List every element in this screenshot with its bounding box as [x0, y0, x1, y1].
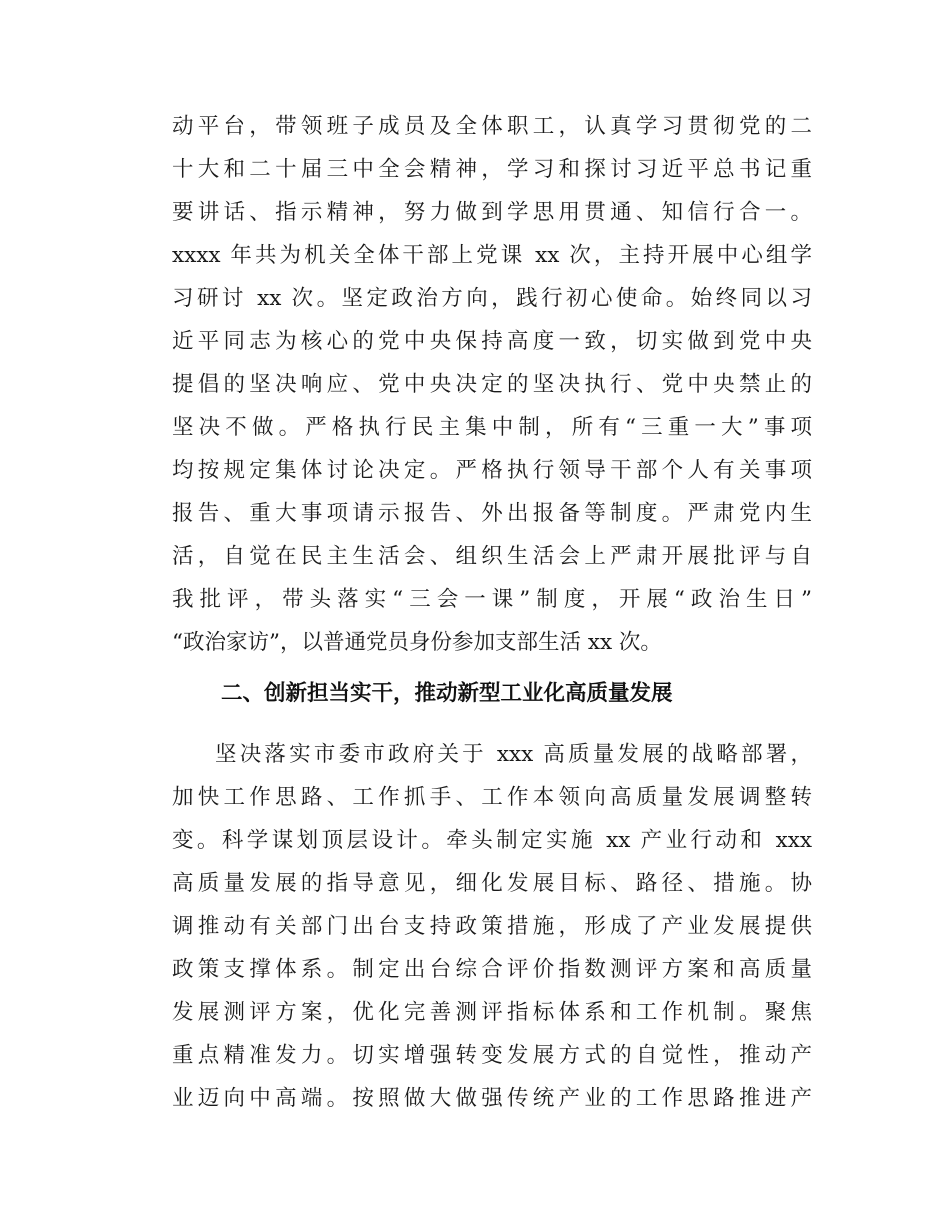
paragraph-1-line-5: 习研讨 xx 次。坚定政治方向，践行初心使命。始终同以习 — [172, 286, 812, 311]
paragraph-1-line-2: 十大和二十届三中全会精神，学习和探讨习近平总书记重 — [172, 157, 812, 182]
paragraph-2-line-8: 重点精准发力。切实增强转变发展方式的自觉性，推动产 — [172, 1043, 812, 1068]
paragraph-2-line-6: 政策支撑体系。制定出台综合评价指数测评方案和高质量 — [172, 957, 812, 982]
paragraph-2-line-7: 发展测评方案，优化完善测评指标体系和工作机制。聚焦 — [172, 1000, 812, 1025]
paragraph-1-line-4: xxxx 年共为机关全体干部上党课 xx 次，主持开展中心组学 — [172, 243, 812, 268]
paragraph-1-line-12: 我批评，带头落实“三会一课”制度，开展“政治生日” — [172, 587, 812, 612]
paragraph-2-line-1: 坚决落实市委市政府关于 xxx 高质量发展的战略部署， — [215, 742, 812, 767]
paragraph-2-line-3: 变。科学谋划顶层设计。牵头制定实施 xx 产业行动和 xxx — [172, 828, 812, 853]
paragraph-1-line-9: 均按规定集体讨论决定。严格执行领导干部个人有关事项 — [172, 458, 812, 483]
section-heading: 二、创新担当实干，推动新型工业化高质量发展 — [221, 681, 673, 706]
paragraph-1-line-10: 报告、重大事项请示报告、外出报备等制度。严肃党内生 — [172, 501, 812, 526]
paragraph-2-line-9: 业迈向中高端。按照做大做强传统产业的工作思路推进产 — [172, 1086, 812, 1111]
paragraph-1-line-6: 近平同志为核心的党中央保持高度一致，切实做到党中央 — [172, 329, 812, 354]
paragraph-1-line-8: 坚决不做。严格执行民主集中制，所有“三重一大”事项 — [172, 415, 812, 440]
paragraph-1-line-11: 活，自觉在民主生活会、组织生活会上严肃开展批评与自 — [172, 544, 812, 569]
paragraph-1-line-1: 动平台，带领班子成员及全体职工，认真学习贯彻党的二 — [172, 114, 812, 139]
paragraph-2-line-2: 加快工作思路、工作抓手、工作本领向高质量发展调整转 — [172, 785, 812, 810]
paragraph-1-line-13: “政治家访”，以普通党员身份参加支部生活 xx 次。 — [172, 630, 662, 655]
paragraph-1-line-3: 要讲话、指示精神，努力做到学思用贯通、知信行合一。 — [172, 200, 812, 225]
paragraph-1-line-7: 提倡的坚决响应、党中央决定的坚决执行、党中央禁止的 — [172, 372, 812, 397]
paragraph-2-line-4: 高质量发展的指导意见，细化发展目标、路径、措施。协 — [172, 871, 812, 896]
paragraph-2-line-5: 调推动有关部门出台支持政策措施，形成了产业发展提供 — [172, 914, 812, 939]
